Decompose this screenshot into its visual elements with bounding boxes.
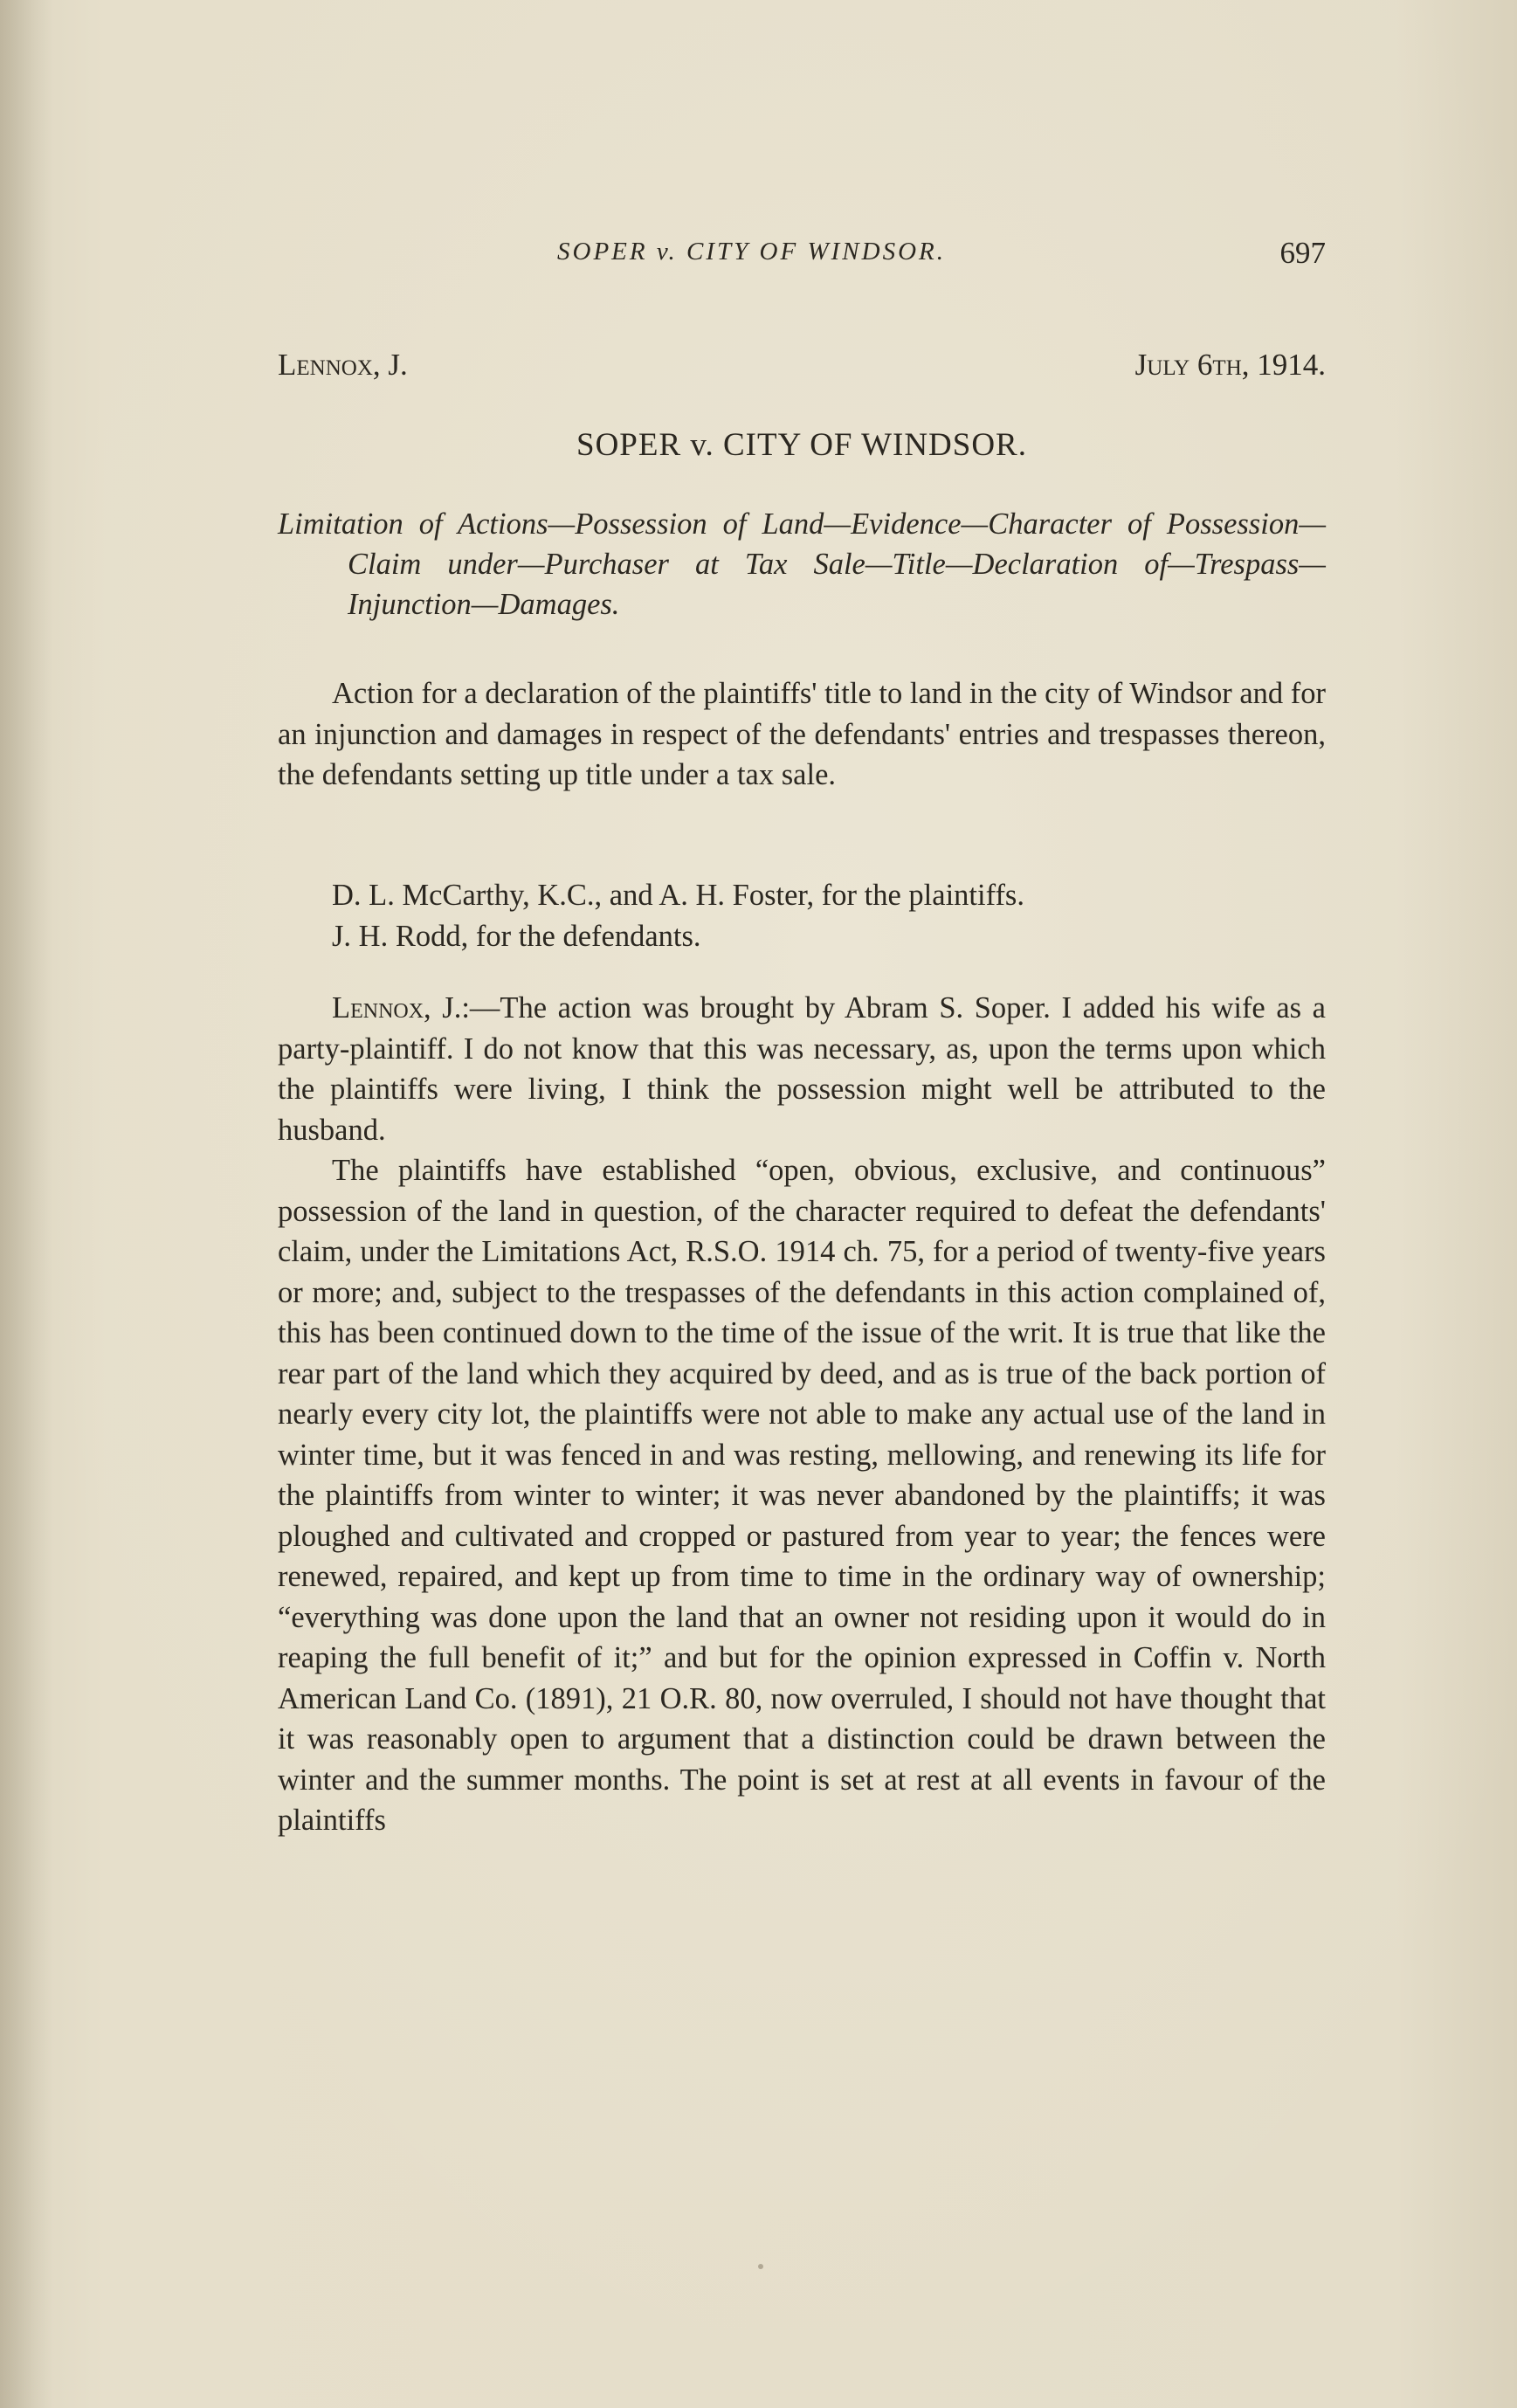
counsel-defendants: J. H. Rodd, for the defendants. <box>332 920 701 953</box>
judgment-paragraph-2: The plaintiffs have established “open, obvious, exclusive, and continuous” possession of the land in question, of the character required to defeat the defendants' claim, under the Limitations Act, R.S.O. 1914 ch. 75, for a period of twenty-five years or more; and, subject to the trespasses of the defendants in this action complained of, this has been continued down to the time of the issue of the writ. It is true that like the rear part of the land which they acquired by deed, and as is true of the back portion of nearly every city lot, the plaintiffs were not able to make any actual use of the land in winter time, but it was fenced in and was resting, mellowing, and renewing its life for the plaintiffs from winter to winter; it was never abandoned by the plaintiffs; it was ploughed and cultivated and cropped or pastured from year to year; the fences were renewed, repaired, and kept up from time to time in the ordinary way of ownership; “everything was done upon the land that an owner not residing upon it would do in reaping the full benefit of it;” and but for the opinion expressed in Coffin v. North American Land Co. (1891), 21 O.R. 80, now overruled, I should not have thought that it was reasonably open to argument that a distinction could be drawn between the winter and the summer months. The point is set at rest at all events in favour of the plaintiffs <box>278 1154 1326 1837</box>
page-number: 697 <box>1279 236 1326 270</box>
judgment-judge-label: Lennox, J. <box>332 991 462 1025</box>
judgment-paragraph-1 <box>278 988 1326 1150</box>
judgment-text <box>278 988 1326 1841</box>
running-head-title: SOPER v. CITY OF WINDSOR. <box>557 238 946 266</box>
counsel-plaintiffs: D. L. McCarthy, K.C., and A. H. Foster, for the plaintiffs. <box>332 879 1024 912</box>
judge-date-line <box>278 348 1326 391</box>
running-head <box>278 238 1326 281</box>
judgment-paragraph-1-text: :—The action was brought by Abram S. Soper. I added his wife as a party-plaintiff. I do not know that this was necessary, as, upon the terms upon which the plaintiffs were living, I think the possession might well be attributed to the husband. <box>278 991 1326 1147</box>
paper-speck <box>758 2264 763 2269</box>
case-title: SOPER v. CITY OF WINDSOR. <box>576 427 1027 463</box>
headnote-catchwords: Limitation of Actions—Possession of Land—Evidence—Character of Possession—Claim under—Purchaser at Tax Sale—Title—Declaration of—Trespass—Injunction—Damages. <box>278 507 1326 621</box>
gutter-shadow <box>0 0 52 2408</box>
judgment-date: July 6th, 1914. <box>1134 348 1326 382</box>
judge-name: Lennox, J. <box>278 348 408 382</box>
statement-of-action: Action for a declaration of the plaintiffs' title to land in the city of Windsor and for an injunction and damages in respect of the defendants' entries and trespasses thereon, the defendants setting up title under a tax sale. <box>278 677 1326 791</box>
